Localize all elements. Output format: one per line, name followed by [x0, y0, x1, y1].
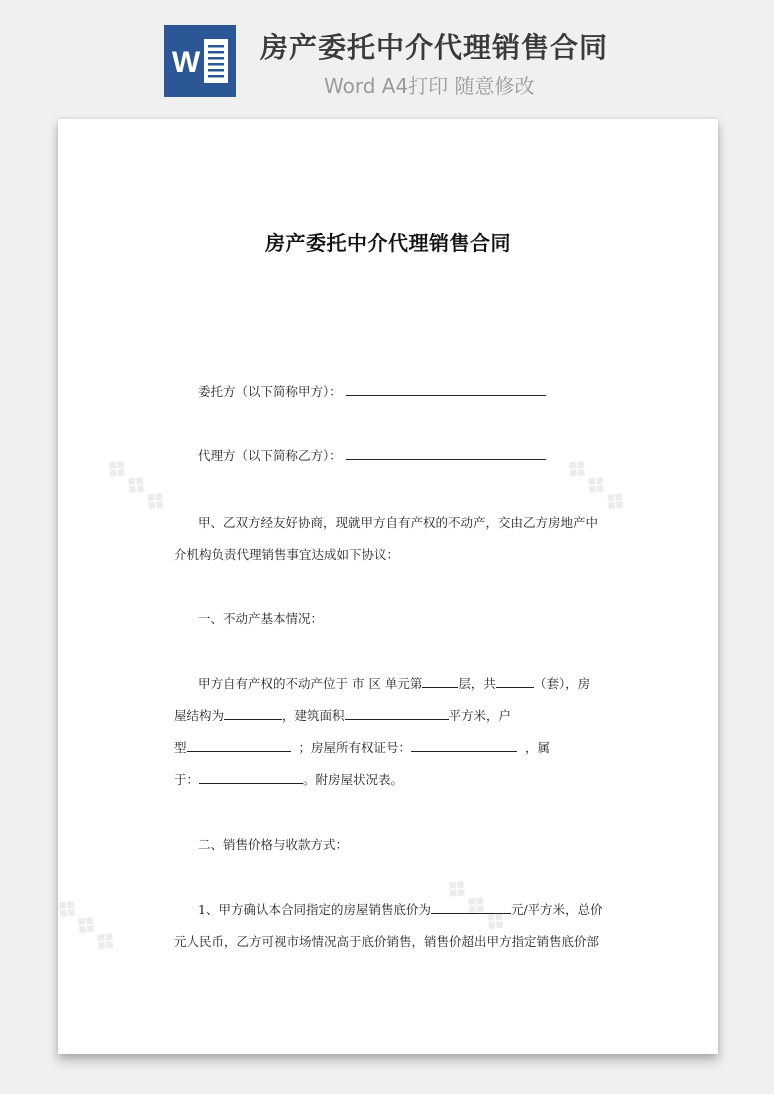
page-title: 房产委托中介代理销售合同	[260, 31, 609, 64]
property-text: ；房屋所有权证号：	[298, 740, 411, 755]
document-page	[46, 119, 718, 1054]
party-b-field	[346, 446, 546, 460]
property-line-1	[198, 674, 590, 692]
price-text: 元/平方米，总价	[510, 902, 603, 917]
word-icon-letter: W	[171, 46, 201, 79]
word-document-icon	[164, 25, 236, 97]
watermark: ❖❖❖	[96, 448, 176, 523]
party-a-line	[198, 382, 546, 400]
units-field	[496, 674, 534, 688]
property-text: ，属	[524, 740, 550, 755]
party-a-field	[346, 382, 546, 396]
section-1-heading: 一、不动产基本情况：	[198, 611, 324, 626]
property-text: 于：	[174, 772, 200, 787]
party-b-label: 代理方（以下简称乙方）：	[198, 448, 342, 463]
property-text: ，建筑面积	[282, 708, 345, 723]
watermark: ❖❖❖	[46, 888, 126, 963]
intro-line-2: 介机构负责代理销售事宜达成如下协议：	[174, 547, 400, 562]
party-a-label: 委托方（以下简称甲方）：	[198, 384, 342, 399]
floor-field	[422, 674, 458, 688]
certificate-field	[411, 738, 517, 752]
price-line-2: 元人民币，乙方可视市场情况高于底价销售，销售价超出甲方指定销售底价部	[174, 934, 600, 949]
price-line-1	[198, 900, 603, 918]
layout-field	[187, 738, 291, 752]
page-subtitle: Word A4打印 随意修改	[324, 74, 535, 98]
property-line-4	[174, 770, 403, 788]
property-text: 。附房屋状况表。	[303, 772, 404, 787]
document-title: 房产委托中介代理销售合同	[265, 231, 511, 255]
property-text: 屋结构为	[174, 708, 225, 723]
unit-price-field	[431, 900, 511, 914]
area-field	[345, 706, 449, 720]
watermark: ❖❖❖	[436, 868, 516, 943]
property-text: 层，共	[458, 676, 496, 691]
section-2-heading: 二、销售价格与收款方式：	[198, 837, 349, 852]
intro-line-1: 甲、乙双方经友好协商，现就甲方自有产权的不动产，交由乙方房地产中	[198, 515, 599, 530]
header	[0, 0, 774, 110]
watermark: ❖❖❖	[556, 448, 636, 523]
property-text: 平方米，户	[448, 708, 512, 723]
property-text: 型	[174, 740, 187, 755]
property-line-2	[174, 706, 511, 724]
structure-field	[224, 706, 282, 720]
price-text: 1、甲方确认本合同指定的房屋销售底价为	[198, 902, 431, 917]
owner-field	[199, 770, 303, 784]
property-line-3	[174, 738, 550, 756]
property-text: 甲方自有产权的不动产位于 市 区 单元第	[198, 676, 423, 691]
party-b-line	[198, 446, 546, 464]
property-text: （套），房	[533, 676, 591, 691]
